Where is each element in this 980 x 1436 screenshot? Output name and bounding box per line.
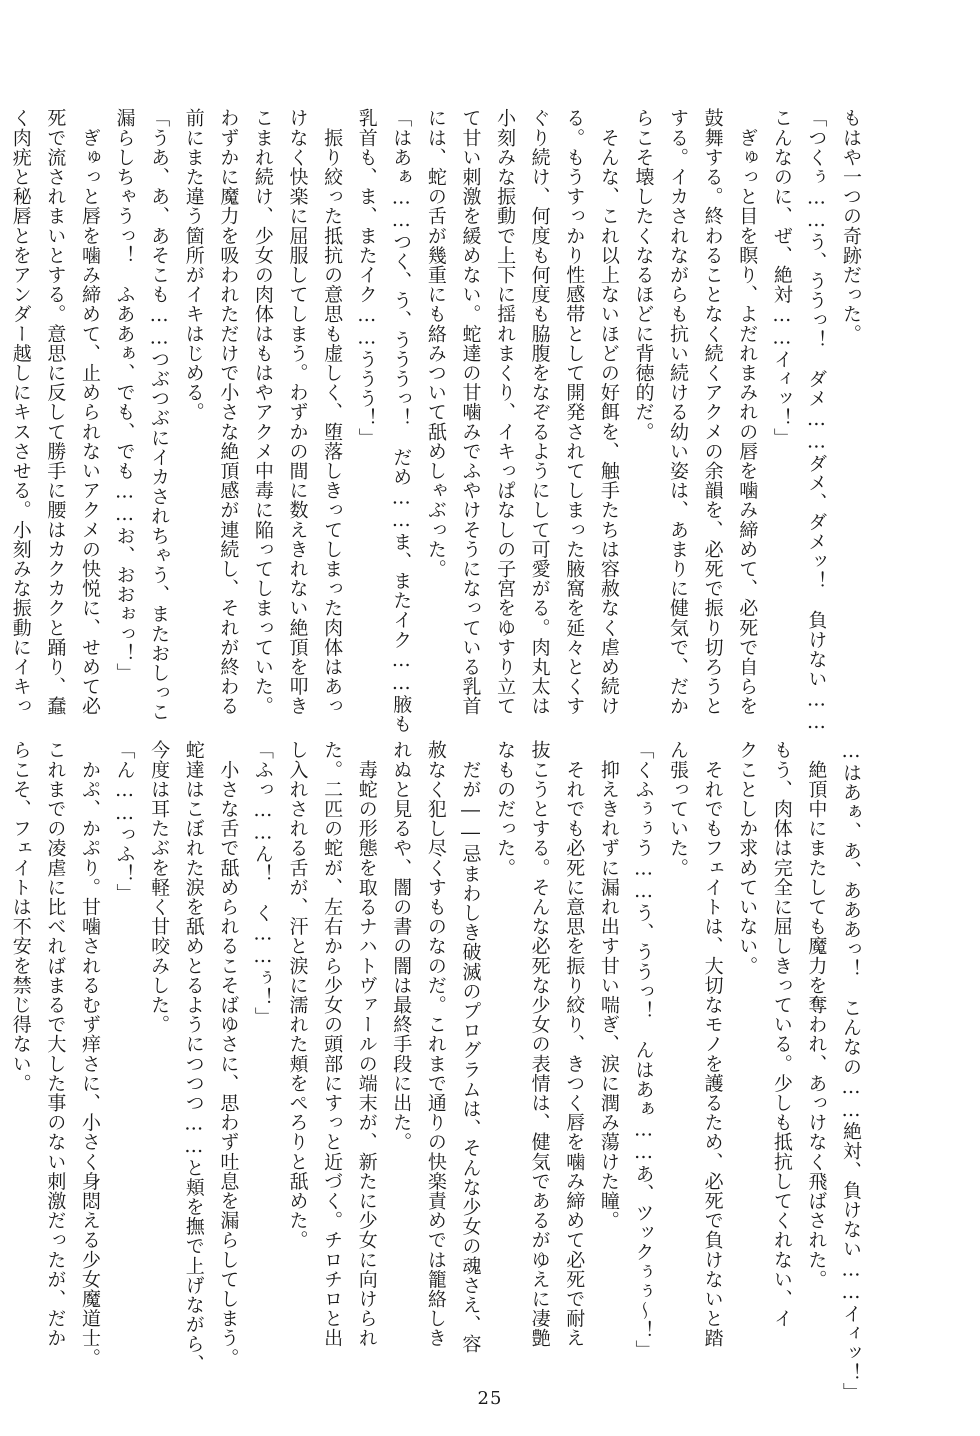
lower-text-line — [0, 740, 3, 1350]
lower-text-line: 毒蛇の形態を取るナハトヴァールの端末が、新たに少女に向けられ — [355, 740, 378, 1348]
upper-text-line: 小刻みな振動で上下に揺れまくり、イキっぱなしの子宮をゆすり立て — [494, 108, 517, 716]
upper-text-line: 鼓舞する。終わることなく続くアクメの余韻を、必死で振り切ろうと — [701, 108, 724, 716]
upper-text-line: には、蛇の舌が幾重にも絡みついて舐めしゃぶった。 — [424, 108, 447, 579]
upper-text-line: 振り絞った抵抗の意思も虚しく、堕落しきってしまった肉体はあっ — [321, 108, 344, 716]
upper-text-block — [9, 108, 868, 734]
upper-text-line: て甘い刺激を緩めない。蛇達の甘噛みでふやけそうになっている乳首 — [459, 108, 482, 716]
upper-text-line: こまれ続け、少女の肉体はもはやアクメ中毒に陥ってしまっていた。 — [251, 108, 274, 716]
lower-text-line: らこそ、フェイトは不安を禁じ得ない。 — [9, 740, 32, 1093]
lower-text-line: これまでの凌虐に比べればまるで大した事のない刺激だったが、だか — [44, 740, 67, 1348]
lower-text-line: …はあぁ、あ、あああっ！ こんなの……絶対、負けない……イィッ！」 — [840, 740, 862, 1402]
upper-text-line — [0, 108, 3, 718]
upper-text-line: 前にまた違う箇所がイキはじめる。 — [182, 108, 205, 422]
lower-text-line: た。二匹の蛇が、左右から少女の頭部にすっと近づく。チロチロと出 — [321, 740, 344, 1348]
upper-text-line: こんなのに、ぜ、絶対……イィッ！」 — [770, 108, 793, 448]
upper-text-line: わずかに魔力を吸われただけで小さな絶頂感が連続し、それが終わる — [217, 108, 240, 716]
lower-text-line: 抜こうとする。そんな必死な少女の表情は、健気であるがゆえに凄艶 — [528, 740, 551, 1348]
upper-text-line: する。イカされながらも抗い続ける幼い姿は、あまりに健気で、だか — [667, 108, 690, 716]
upper-text-line: 乳首も、ま、またイク……ううう！」 — [355, 108, 378, 448]
lower-text-line: 小さな舌で舐められるこそばゆさに、思わず吐息を漏らしてしまう。 — [217, 740, 240, 1368]
upper-text-line: けなく快楽に屈服してしまう。わずかの間に数えきれない絶頂を叩き — [286, 108, 309, 716]
upper-text-line: 漏らしちゃうっ！ ふああぁ、でも、でも……お、おおぉっ！」 — [113, 108, 136, 683]
upper-text-line: らこそ壊したくなるほどに背徳的だ。 — [632, 108, 655, 442]
lower-text-line: もう、肉体は完全に屈しきっている。少しも抵抗してくれない、イ — [770, 740, 793, 1328]
lower-text-line: クことしか求めていない。 — [736, 740, 759, 976]
lower-text-line: 「くふぅぅう……う、ううっ！ んはあぁ……あ、ツックぅぅ〜！」 — [632, 740, 655, 1360]
upper-text-line: 「つくぅ……う、ううっ！ ダメ……ダメ、ダメッ！ 負けない…… — [805, 108, 828, 734]
upper-text-line: もはや一つの奇跡だった。 — [840, 108, 862, 344]
upper-text-line: 「はあぁ……つく、う、うううっ！ だめ……ま、またイク……腋も — [390, 108, 413, 734]
upper-text-line: ぐり続け、何度も何度も脇腹をなぞるようにして可愛がる。肉丸太は — [528, 108, 551, 716]
lower-text-line: 絶頂中にまたしても魔力を奪われ、あっけなく飛ばされた。 — [805, 740, 828, 1289]
upper-text-line: ぎゅっと唇を噛み締めて、止められないアクメの快悦に、せめて必 — [78, 108, 101, 716]
lower-text-line: 今度は耳たぶを軽く甘咬みした。 — [148, 740, 171, 1034]
lower-text-line: 抑えきれずに漏れ出す甘い喘ぎ、涙に潤み蕩けた瞳。 — [597, 740, 620, 1230]
upper-text-line: 「うあ、あ、あそこも……つぶつぶにイカされちゃう、またおしっこ — [148, 108, 171, 722]
lower-text-line: かぷ、かぷり。甘噛されるむず痒さに、小さく身悶える少女魔道士。 — [78, 740, 101, 1368]
lower-text-line: 「ふっ……ん！ く……ぅ！」 — [251, 740, 274, 1027]
upper-text-line: く肉疣と秘唇とをアンダー越しにキスさせる。小刻みな振動にイキっ — [9, 108, 32, 716]
lower-text-line: 赦なく犯し尽くすものなのだ。これまで通りの快楽責めでは籠絡しき — [424, 740, 447, 1348]
upper-text-line: そんな、これ以上ないほどの好餌を、触手たちは容赦なく虐め続け — [597, 108, 620, 716]
upper-text-line: 死で流されまいとする。意思に反して勝手に腰はカクカクと踊り、蠢 — [44, 108, 67, 716]
lower-text-line: 「ん……っふ！」 — [113, 740, 136, 903]
lower-text-line: だが――忌まわしき破滅のプログラムは、そんな少女の魂さえ、容 — [459, 740, 482, 1354]
lower-text-line: れぬと見るや、闇の書の闇は最終手段に出た。 — [390, 740, 413, 1152]
lower-text-line: なものだった。 — [494, 740, 517, 878]
lower-text-line: それでも必死に意思を振り絞り、きつく唇を噛み締めて必死で耐え — [563, 740, 586, 1348]
page-number: 25 — [477, 1388, 503, 1409]
lower-text-line: 蛇達はこぼれた涙を舐めとるようにつつつ……と頬を撫で上げながら、 — [182, 740, 205, 1374]
lower-text-line: し入れされる舌が、汗と涙に濡れた頬をぺろりと舐めた。 — [286, 740, 309, 1250]
lower-text-line: それでもフェイトは、大切なモノを護るため、必死で負けないと踏 — [701, 740, 724, 1348]
upper-text-line: る。もうすっかり性感帯として開発されてしまった腋窩を延々とくす — [563, 108, 586, 716]
lower-text-line: ん張っていた。 — [667, 740, 690, 878]
upper-text-line: ぎゅっと目を瞑り、よだれまみれの唇を噛み締めて、必死で自らを — [736, 108, 759, 716]
